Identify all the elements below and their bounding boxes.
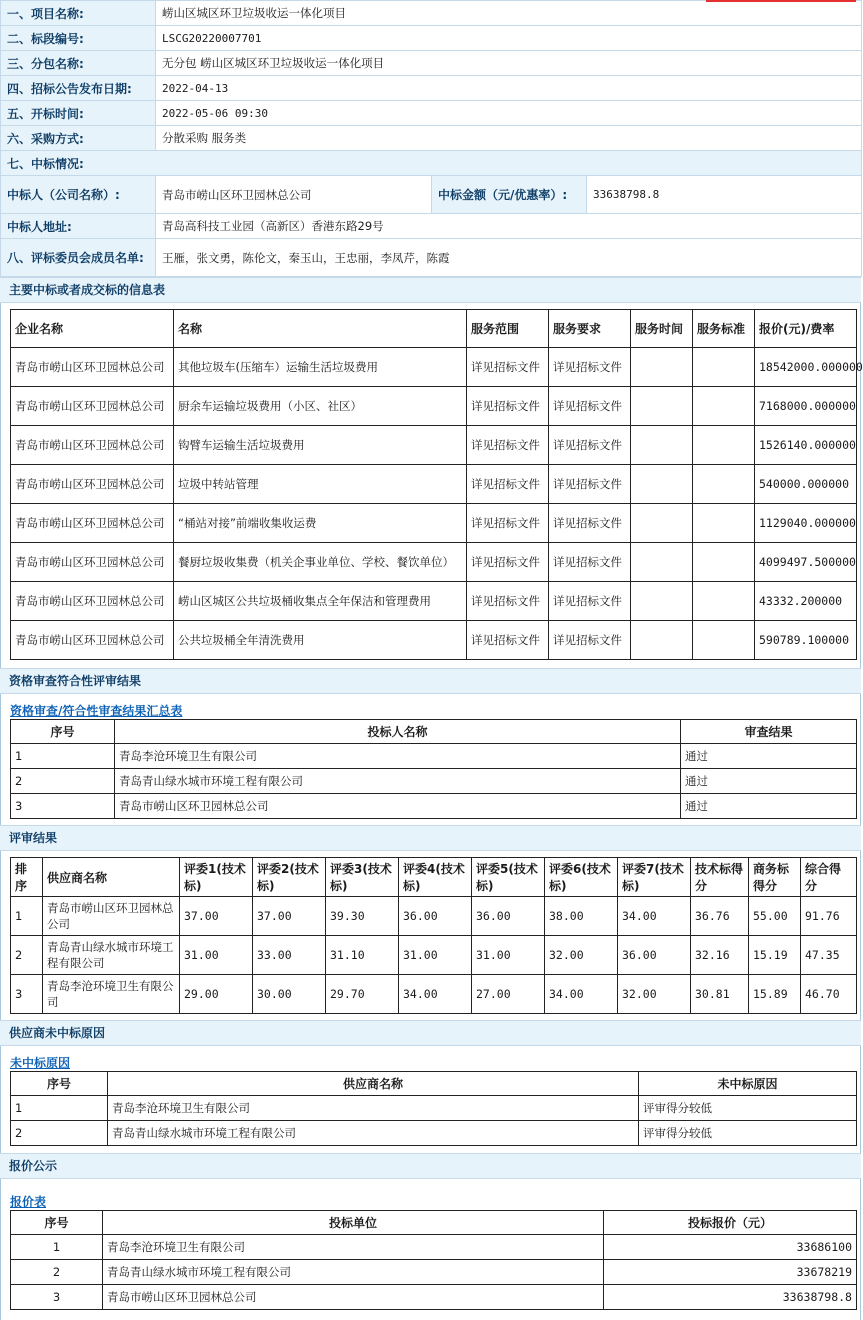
column-header: 评委7(技术标) <box>618 858 691 897</box>
project-info-table <box>0 0 862 277</box>
scope-cell: 详见招标文件 <box>467 465 549 504</box>
qualification-section-title: 资格审查符合性评审结果 <box>0 668 861 694</box>
column-header: 供应商名称 <box>108 1072 639 1096</box>
table-row <box>11 1235 857 1260</box>
column-header: 投标单位 <box>103 1211 604 1235</box>
time-cell <box>631 543 693 582</box>
time-cell <box>631 387 693 426</box>
column-header: 审查结果 <box>681 720 857 744</box>
main-items-table <box>10 309 863 660</box>
item-name-cell: 垃圾中转站管理 <box>174 465 467 504</box>
quotes-table <box>10 1210 857 1310</box>
tech-score: 36.76 <box>691 897 749 936</box>
column-header: 评委1(技术标) <box>180 858 253 897</box>
bidder-name: 青岛市崂山区环卫园林总公司 <box>103 1285 604 1310</box>
qualification-subtitle: 资格审查/符合性审查结果汇总表 <box>10 704 183 718</box>
price-cell: 1526140.000000 <box>755 426 857 465</box>
judge-7-score: 36.00 <box>618 936 691 975</box>
table-row <box>11 769 857 794</box>
standard-cell <box>693 426 755 465</box>
requirement-cell: 详见招标文件 <box>549 582 631 621</box>
column-header: 服务时间 <box>631 310 693 348</box>
announce-date-value: 2022-04-13 <box>156 76 862 101</box>
table-row <box>11 1260 857 1285</box>
method-value: 分散采购 服务类 <box>156 126 862 151</box>
company-cell: 青岛市崂山区环卫园林总公司 <box>11 504 174 543</box>
winner-value: 青岛市崂山区环卫园林总公司 <box>156 176 432 214</box>
company-cell: 青岛市崂山区环卫园林总公司 <box>11 387 174 426</box>
company-cell: 青岛市崂山区环卫园林总公司 <box>11 465 174 504</box>
label: 四、招标公告发布日期: <box>1 76 156 101</box>
bidder-name: 青岛青山绿水城市环境工程有限公司 <box>115 769 681 794</box>
judge-3-score: 31.10 <box>326 936 399 975</box>
table-row <box>11 465 857 504</box>
row-number: 1 <box>11 1235 103 1260</box>
item-name-cell: 钩臂车运输生活垃圾费用 <box>174 426 467 465</box>
rank-cell: 1 <box>11 897 43 936</box>
standard-cell <box>693 504 755 543</box>
item-name-cell: 崂山区城区公共垃圾桶收集点全年保洁和管理费用 <box>174 582 467 621</box>
business-score: 55.00 <box>749 897 801 936</box>
qualification-table <box>10 719 857 819</box>
requirement-cell: 详见招标文件 <box>549 504 631 543</box>
table-row <box>11 582 857 621</box>
column-header: 序号 <box>11 1072 108 1096</box>
quotes-section-title: 报价公示 <box>0 1153 861 1179</box>
price-cell: 7168000.000000 <box>755 387 857 426</box>
bidder-name: 青岛李沧环境卫生有限公司 <box>103 1235 604 1260</box>
not-awarded-table <box>10 1071 857 1146</box>
time-cell <box>631 465 693 504</box>
table-row <box>11 504 857 543</box>
total-score: 47.35 <box>801 936 857 975</box>
supplier-name: 青岛李沧环境卫生有限公司 <box>108 1096 639 1121</box>
column-header: 供应商名称 <box>43 858 180 897</box>
table-row <box>11 975 857 1014</box>
company-cell: 青岛市崂山区环卫园林总公司 <box>11 543 174 582</box>
supplier-name: 青岛青山绿水城市环境工程有限公司 <box>108 1121 639 1146</box>
evaluation-table <box>10 857 857 1014</box>
judge-1-score: 29.00 <box>180 975 253 1014</box>
table-row <box>11 426 857 465</box>
item-name-cell: 公共垃圾桶全年清洗费用 <box>174 621 467 660</box>
judge-3-score: 29.70 <box>326 975 399 1014</box>
label: 中标金额（元/优惠率）: <box>432 176 587 214</box>
item-name-cell: “桶站对接”前端收集收运费 <box>174 504 467 543</box>
quotes-subtitle: 报价表 <box>10 1195 47 1209</box>
label: 八、评标委员会成员名单: <box>1 239 156 277</box>
rank-cell: 2 <box>11 936 43 975</box>
judge-4-score: 36.00 <box>399 897 472 936</box>
column-header: 评委6(技术标) <box>545 858 618 897</box>
price-cell: 4099497.500000 <box>755 543 857 582</box>
company-cell: 青岛市崂山区环卫园林总公司 <box>11 621 174 660</box>
requirement-cell: 详见招标文件 <box>549 426 631 465</box>
quote-price: 33686100 <box>604 1235 857 1260</box>
column-header: 评委5(技术标) <box>472 858 545 897</box>
requirement-cell: 详见招标文件 <box>549 621 631 660</box>
time-cell <box>631 504 693 543</box>
label: 六、采购方式: <box>1 126 156 151</box>
review-result: 通过 <box>681 744 857 769</box>
column-header: 排序 <box>11 858 43 897</box>
time-cell <box>631 348 693 387</box>
total-score: 46.70 <box>801 975 857 1014</box>
evaluation-section-title: 评审结果 <box>0 825 861 851</box>
judge-7-score: 32.00 <box>618 975 691 1014</box>
bidder-name: 青岛李沧环境卫生有限公司 <box>115 744 681 769</box>
requirement-cell: 详见招标文件 <box>549 543 631 582</box>
column-header: 服务标准 <box>693 310 755 348</box>
column-header: 报价(元)/费率 <box>755 310 857 348</box>
row-number: 2 <box>11 1260 103 1285</box>
rank-cell: 3 <box>11 975 43 1014</box>
standard-cell <box>693 621 755 660</box>
committee-value: 王雁，张文勇，陈伦文，秦玉山，王忠丽，李凤芹，陈霞 <box>156 239 862 277</box>
column-header: 投标人名称 <box>115 720 681 744</box>
table-row <box>11 387 857 426</box>
judge-1-score: 37.00 <box>180 897 253 936</box>
judge-6-score: 32.00 <box>545 936 618 975</box>
table-row <box>11 936 857 975</box>
time-cell <box>631 426 693 465</box>
column-header: 投标报价（元） <box>604 1211 857 1235</box>
company-cell: 青岛市崂山区环卫园林总公司 <box>11 348 174 387</box>
scope-cell: 详见招标文件 <box>467 582 549 621</box>
table-row <box>11 1096 857 1121</box>
business-score: 15.19 <box>749 936 801 975</box>
column-header: 服务范围 <box>467 310 549 348</box>
scope-cell: 详见招标文件 <box>467 621 549 660</box>
scope-cell: 详见招标文件 <box>467 387 549 426</box>
sub-package-value: 无分包 崂山区城区环卫垃圾收运一体化项目 <box>156 51 862 76</box>
tech-score: 32.16 <box>691 936 749 975</box>
standard-cell <box>693 387 755 426</box>
requirement-cell: 详见招标文件 <box>549 387 631 426</box>
judge-1-score: 31.00 <box>180 936 253 975</box>
judge-2-score: 37.00 <box>253 897 326 936</box>
not-awarded-subtitle: 未中标原因 <box>10 1056 71 1070</box>
supplier-name: 青岛青山绿水城市环境工程有限公司 <box>43 936 180 975</box>
label: 一、项目名称: <box>1 1 156 26</box>
price-cell: 43332.200000 <box>755 582 857 621</box>
judge-5-score: 36.00 <box>472 897 545 936</box>
column-header: 评委4(技术标) <box>399 858 472 897</box>
column-header: 服务要求 <box>549 310 631 348</box>
item-name-cell: 其他垃圾车(压缩车）运输生活垃圾费用 <box>174 348 467 387</box>
judge-3-score: 39.30 <box>326 897 399 936</box>
tech-score: 30.81 <box>691 975 749 1014</box>
label: 三、分包名称: <box>1 51 156 76</box>
bidder-name: 青岛青山绿水城市环境工程有限公司 <box>103 1260 604 1285</box>
not-awarded-section-title: 供应商未中标原因 <box>0 1020 861 1046</box>
item-name-cell: 厨余车运输垃圾费用（小区、社区） <box>174 387 467 426</box>
table-row <box>11 1121 857 1146</box>
judge-4-score: 34.00 <box>399 975 472 1014</box>
standard-cell <box>693 348 755 387</box>
judge-6-score: 38.00 <box>545 897 618 936</box>
label: 二、标段编号: <box>1 26 156 51</box>
row-number: 1 <box>11 744 115 769</box>
price-cell: 590789.100000 <box>755 621 857 660</box>
review-result: 通过 <box>681 794 857 819</box>
time-cell <box>631 621 693 660</box>
reason-cell: 评审得分较低 <box>639 1096 857 1121</box>
table-row <box>11 543 857 582</box>
label: 五、开标时间: <box>1 101 156 126</box>
winner-address-value: 青岛高科技工业园（高新区）香港东路29号 <box>156 214 862 239</box>
table-row <box>11 744 857 769</box>
review-result: 通过 <box>681 769 857 794</box>
business-score: 15.89 <box>749 975 801 1014</box>
row-number: 2 <box>11 769 115 794</box>
column-header: 评委2(技术标) <box>253 858 326 897</box>
column-header: 综合得分 <box>801 858 857 897</box>
price-cell: 18542000.000000 <box>755 348 857 387</box>
row-number: 3 <box>11 1285 103 1310</box>
scope-cell: 详见招标文件 <box>467 504 549 543</box>
label: 中标人（公司名称）: <box>1 176 156 214</box>
row-number: 2 <box>11 1121 108 1146</box>
bidder-name: 青岛市崂山区环卫园林总公司 <box>115 794 681 819</box>
column-header: 企业名称 <box>11 310 174 348</box>
reason-cell: 评审得分较低 <box>639 1121 857 1146</box>
column-header: 名称 <box>174 310 467 348</box>
scope-cell: 详见招标文件 <box>467 348 549 387</box>
row-number: 3 <box>11 794 115 819</box>
time-cell <box>631 582 693 621</box>
supplier-name: 青岛李沧环境卫生有限公司 <box>43 975 180 1014</box>
column-header: 技术标得分 <box>691 858 749 897</box>
total-score: 91.76 <box>801 897 857 936</box>
scope-cell: 详见招标文件 <box>467 426 549 465</box>
judge-2-score: 33.00 <box>253 936 326 975</box>
supplier-name: 青岛市崂山区环卫园林总公司 <box>43 897 180 936</box>
table-row <box>11 897 857 936</box>
requirement-cell: 详见招标文件 <box>549 348 631 387</box>
column-header: 评委3(技术标) <box>326 858 399 897</box>
quote-price: 33638798.8 <box>604 1285 857 1310</box>
judge-7-score: 34.00 <box>618 897 691 936</box>
judge-6-score: 34.00 <box>545 975 618 1014</box>
standard-cell <box>693 543 755 582</box>
scope-cell: 详见招标文件 <box>467 543 549 582</box>
top-accent-bar <box>706 0 856 2</box>
quote-price: 33678219 <box>604 1260 857 1285</box>
price-cell: 1129040.000000 <box>755 504 857 543</box>
open-time-value: 2022-05-06 09:30 <box>156 101 862 126</box>
standard-cell <box>693 465 755 504</box>
column-header: 序号 <box>11 1211 103 1235</box>
table-row <box>11 1285 857 1310</box>
section-no-value: LSCG20220007701 <box>156 26 862 51</box>
column-header: 未中标原因 <box>639 1072 857 1096</box>
project-name-value: 崂山区城区环卫垃圾收运一体化项目 <box>156 1 862 26</box>
company-cell: 青岛市崂山区环卫园林总公司 <box>11 426 174 465</box>
standard-cell <box>693 582 755 621</box>
item-name-cell: 餐厨垃圾收集费（机关企事业单位、学校、餐饮单位） <box>174 543 467 582</box>
main-section-title: 主要中标或者成交标的信息表 <box>0 277 861 303</box>
table-row <box>11 794 857 819</box>
table-row <box>11 621 857 660</box>
column-header: 序号 <box>11 720 115 744</box>
award-status-label: 七、中标情况: <box>1 151 862 176</box>
judge-4-score: 31.00 <box>399 936 472 975</box>
requirement-cell: 详见招标文件 <box>549 465 631 504</box>
price-cell: 540000.000000 <box>755 465 857 504</box>
table-row <box>11 348 857 387</box>
amount-value: 33638798.8 <box>587 176 862 214</box>
judge-2-score: 30.00 <box>253 975 326 1014</box>
row-number: 1 <box>11 1096 108 1121</box>
company-cell: 青岛市崂山区环卫园林总公司 <box>11 582 174 621</box>
judge-5-score: 31.00 <box>472 936 545 975</box>
label: 中标人地址: <box>1 214 156 239</box>
judge-5-score: 27.00 <box>472 975 545 1014</box>
column-header: 商务标得分 <box>749 858 801 897</box>
